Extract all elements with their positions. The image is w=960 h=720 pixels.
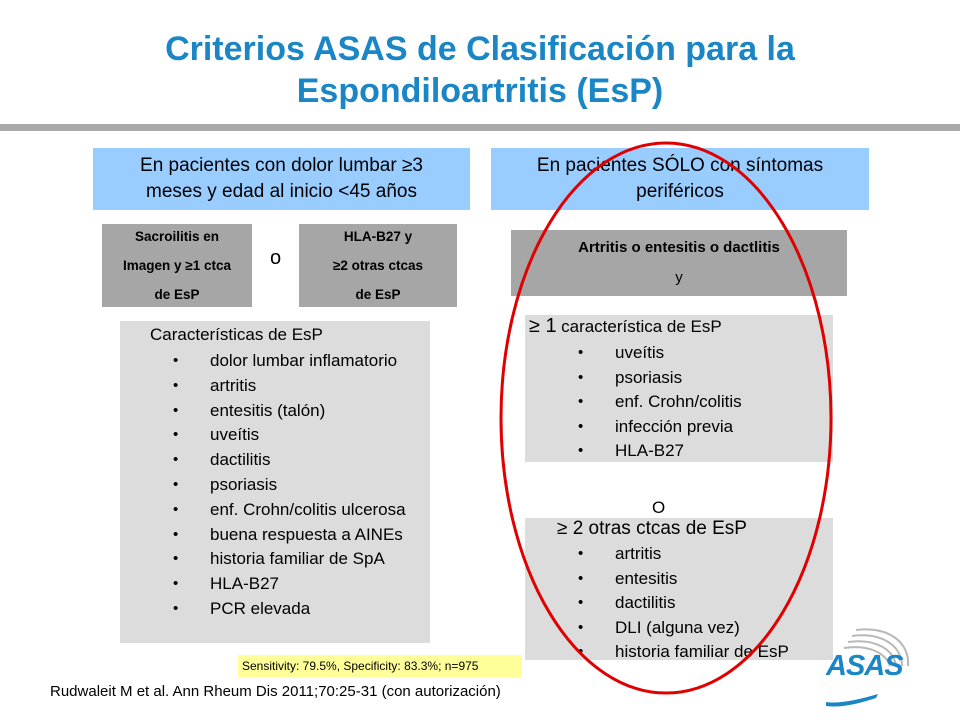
list-item xyxy=(578,366,825,391)
list-item xyxy=(173,572,430,597)
list-item xyxy=(173,374,430,399)
bullet-icon: • xyxy=(578,618,584,636)
list-item xyxy=(173,399,430,424)
group1-list xyxy=(578,341,825,464)
bullet-icon: • xyxy=(173,426,179,444)
list-item-text: dactilitis xyxy=(210,450,271,470)
right-header-box xyxy=(491,148,869,210)
group1-box xyxy=(525,315,833,462)
bullet-icon: • xyxy=(578,344,584,361)
peripheral-criterion-title: Artritis o entesitis o dactlitis xyxy=(578,239,780,256)
slide-title xyxy=(0,28,960,112)
right-header-line2: periféricos xyxy=(636,181,724,202)
bullet-icon: • xyxy=(173,525,179,543)
bullet-icon: • xyxy=(173,352,179,369)
list-item xyxy=(578,567,830,592)
clinical-criterion-box xyxy=(299,224,457,307)
list-item-text: PCR elevada xyxy=(210,598,311,618)
list-item xyxy=(578,616,830,641)
slide-title-line1: Criterios ASAS de Clasificación para la xyxy=(165,30,795,68)
clinical-criterion-line1: HLA-B27 y xyxy=(343,229,413,244)
clinical-criterion-line3: de EsP xyxy=(355,287,401,302)
peripheral-criterion-box xyxy=(511,230,847,296)
list-item xyxy=(578,591,830,616)
list-item-text: enf. Crohn/colitis ulcerosa xyxy=(210,499,406,519)
list-item-text: historia familiar de SpA xyxy=(210,549,385,569)
list-item xyxy=(173,597,430,622)
bullet-icon: • xyxy=(578,368,584,386)
list-item-text: psoriasis xyxy=(615,367,683,387)
list-item-text: enf. Crohn/colitis xyxy=(615,392,742,412)
list-item-text: DLI (alguna vez) xyxy=(615,617,740,637)
asas-logo-text: ASAS xyxy=(826,650,903,682)
list-item xyxy=(173,448,430,473)
bullet-icon: • xyxy=(173,550,179,568)
list-item xyxy=(173,498,430,523)
sensitivity-specificity-note: Sensitivity: 79.5%, Specificity: 83.3%; n=975 xyxy=(238,655,522,677)
clinical-criterion-line2: ≥2 otras ctcas xyxy=(333,258,423,273)
group1-prefix: ≥ 1 xyxy=(529,315,557,337)
bullet-icon: • xyxy=(173,475,179,493)
list-item-text: uveítis xyxy=(615,343,665,362)
list-item-text: HLA-B27 xyxy=(210,574,279,594)
list-item xyxy=(578,542,830,567)
slide-title-line2: Espondiloartritis (EsP) xyxy=(296,72,664,110)
right-header-line1: En pacientes SÓLO con síntomas xyxy=(536,155,824,176)
list-item xyxy=(578,341,825,366)
group2-heading: ≥ 2 otras ctcas de EsP xyxy=(557,518,747,539)
list-item xyxy=(173,473,430,498)
imaging-criterion-line3: de EsP xyxy=(154,287,200,302)
bullet-icon: • xyxy=(578,417,584,435)
list-item-text: dactilitis xyxy=(615,593,676,613)
imaging-criterion-line2: Imagen y ≥1 ctca xyxy=(123,258,231,273)
bullet-icon: • xyxy=(173,376,179,394)
list-item-text: artritis xyxy=(615,544,662,563)
list-item-text: infección previa xyxy=(615,416,734,436)
left-header-box xyxy=(93,148,470,210)
list-item-text: HLA-B27 xyxy=(615,441,684,461)
list-item xyxy=(578,640,830,665)
list-item xyxy=(578,390,825,415)
list-item-text: artritis xyxy=(210,375,257,395)
bullet-icon: • xyxy=(173,575,179,593)
list-item xyxy=(173,547,430,572)
list-item-text: uveítis xyxy=(210,425,260,445)
group1-heading: característica de EsP xyxy=(561,317,722,336)
left-header-line1: En pacientes con dolor lumbar ≥3 xyxy=(140,155,423,176)
group2-list xyxy=(578,542,830,665)
list-item-text: psoriasis xyxy=(210,474,278,494)
bullet-icon: • xyxy=(578,594,584,612)
citation: Rudwaleit M et al. Ann Rheum Dis 2011;70:25-31 (con autorización) xyxy=(50,683,501,700)
bullet-icon: • xyxy=(173,401,179,419)
peripheral-criterion-connector: y xyxy=(675,269,683,286)
spa-features-box xyxy=(120,321,430,643)
list-item xyxy=(173,423,430,448)
bullet-icon: • xyxy=(578,643,584,661)
spa-features-list xyxy=(173,349,430,622)
imaging-criterion-line1: Sacroilitis en xyxy=(134,229,220,244)
bullet-icon: • xyxy=(173,599,179,617)
bullet-icon: • xyxy=(578,393,584,411)
left-header-line2: meses y edad al inicio <45 años xyxy=(146,181,417,202)
spa-features-heading: Características de EsP xyxy=(150,325,323,344)
list-item-text: entesitis xyxy=(615,568,678,588)
bullet-icon: • xyxy=(578,545,584,562)
bullet-icon: • xyxy=(578,442,584,460)
left-or-connector: o xyxy=(270,247,282,269)
imaging-criterion-box xyxy=(102,224,252,307)
bullet-icon: • xyxy=(578,569,584,587)
list-item-text: entesitis (talón) xyxy=(210,400,326,420)
list-item xyxy=(578,415,825,440)
title-divider xyxy=(0,124,960,131)
right-or-connector: O xyxy=(652,498,666,517)
group2-box xyxy=(525,518,833,660)
list-item-text: historia familiar de EsP xyxy=(615,642,789,662)
list-item xyxy=(173,523,430,548)
bullet-icon: • xyxy=(173,451,179,469)
list-item xyxy=(578,439,825,464)
list-item xyxy=(173,349,430,374)
list-item-text: buena respuesta a AINEs xyxy=(210,524,403,544)
bullet-icon: • xyxy=(173,500,179,518)
group1-heading-row xyxy=(529,315,722,338)
list-item-text: dolor lumbar inflamatorio xyxy=(210,351,398,370)
